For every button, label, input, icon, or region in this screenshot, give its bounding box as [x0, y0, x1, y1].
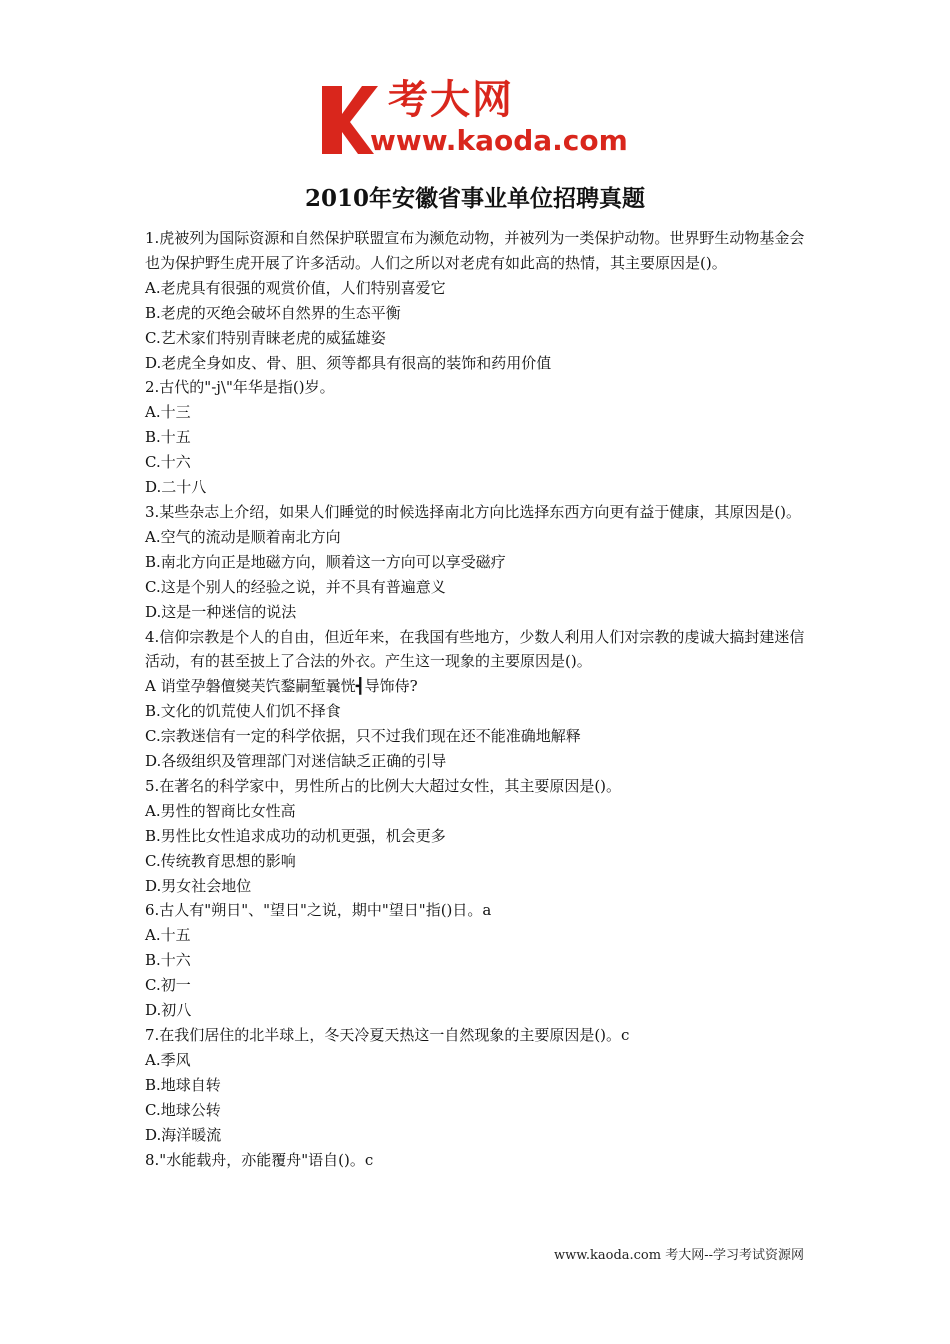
logo-chinese-text: 考大网 — [388, 77, 514, 123]
option-text: B.男性比女性追求成功的动机更强，机会更多 — [145, 826, 446, 845]
page-footer: www.kaoda.com 考大网--学习考试资源网 — [554, 1248, 804, 1263]
question-text: 5.在著名的科学家中，男性所占的比例大大超过女性，其主要原因是()。 — [145, 776, 622, 795]
option-text: A.季风 — [145, 1050, 191, 1069]
option-text: B.南北方向正是地磁方向，顺着这一方向可以享受磁疗 — [145, 552, 506, 571]
option-text: C.这是个别人的经验之说，并不具有普遍意义 — [145, 577, 446, 596]
option-text: C.传统教育思想的影响 — [145, 851, 296, 870]
question-text: 6.古人有"朔日"、"望日"之说，期中"望日"指()日。a — [145, 901, 492, 920]
option-text: C.初一 — [145, 976, 191, 995]
option-text: C.艺术家们特别青睐老虎的威猛雄姿 — [145, 328, 386, 347]
option-text: B.老虎的灭绝会破坏自然界的生态平衡 — [145, 303, 401, 322]
question-text: 7.在我们居住的北半球上，冬天冷夏天热这一自然现象的主要原因是()。c — [145, 1026, 630, 1044]
option-text: B.十五 — [145, 428, 191, 447]
option-text: A.十三 — [145, 403, 191, 422]
document-title: 2010年安徽省事业单位招聘真题 — [304, 185, 645, 212]
option-text: B.文化的饥荒使人们饥不择食 — [145, 702, 341, 721]
question-text: 4.信仰宗教是个人的自由，但近年来，在我国有些地方，少数人利用人们对宗教的虔诚大搞封建迷信活动，有的甚至披上了合法的外衣。产生这一现象的主要原因是()。 — [145, 627, 805, 671]
option-text: A 诮堂孕磐儃爕芙饩鍪嗣堑曩恍┫导饰侍? — [145, 677, 418, 696]
option-text: A.男性的智商比女性高 — [145, 801, 296, 820]
question-list — [145, 226, 813, 1172]
option-text: C.十六 — [145, 453, 191, 472]
option-text: A.空气的流动是顺着南北方向 — [145, 527, 341, 546]
option-text: A.老虎具有很强的观赏价值，人们特别喜爱它 — [145, 278, 446, 297]
option-text: D.老虎全身如皮、骨、胆、须等都具有很高的装饰和药用价值 — [145, 353, 552, 372]
option-text: B.十六 — [145, 951, 191, 970]
option-text: A.十五 — [145, 926, 191, 945]
question-text: 3.某些杂志上介绍，如果人们睡觉的时候选择南北方向比选择东西方向更有益于健康，其原因是()。 — [145, 502, 802, 521]
option-text: D.男女社会地位 — [145, 876, 252, 895]
option-text: D.海洋暖流 — [145, 1125, 222, 1144]
question-text: 1.虎被列为国际资源和自然保护联盟宣布为濒危动物，并被列为一类保护动物。世界野生动物基金会也为保护野生虎开展了许多活动。人们之所以对老虎有如此高的热情，其主要原因是()。 — [145, 229, 805, 272]
option-text: C.地球公转 — [145, 1100, 221, 1119]
option-text: D.初八 — [145, 1001, 192, 1020]
question-text: 8."水能载舟，亦能覆舟"语自()。c — [145, 1150, 374, 1169]
option-text: D.各级组织及管理部门对迷信缺乏正确的引导 — [145, 752, 447, 771]
kaoda-logo — [318, 78, 640, 160]
option-text: D.这是一种迷信的说法 — [145, 602, 297, 621]
logo-url-text: www.kaoda.com — [370, 124, 628, 157]
option-text: D.二十八 — [145, 478, 207, 497]
question-text: 2.古代的"-j\"年华是指()岁。 — [145, 378, 335, 397]
option-text: B.地球自转 — [145, 1075, 221, 1094]
option-text: C.宗教迷信有一定的科学依据，只不过我们现在还不能准确地解释 — [145, 727, 581, 746]
